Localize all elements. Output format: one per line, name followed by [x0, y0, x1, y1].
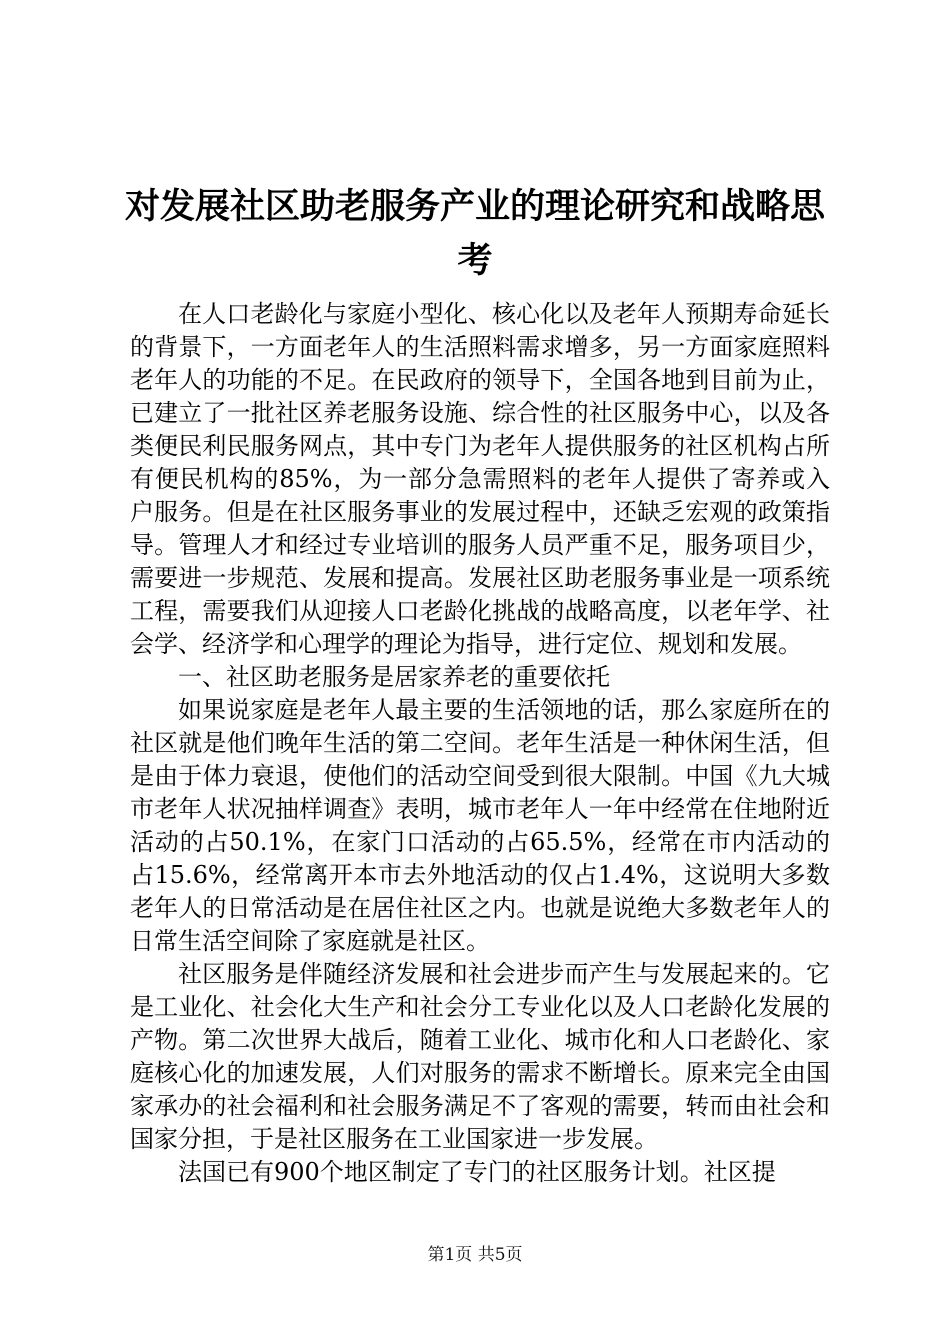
- document-body: [130, 298, 830, 1189]
- section-heading-1: 一、社区助老服务是居家养老的重要依托: [178, 663, 610, 691]
- paragraph-community-service: 社区服务是伴随经济发展和社会进步而产生与发展起来的。它是工业化、社会化大生产和社会分工专业化以及人口老龄化发展的产物。第二次世界大战后，随着工业化、城市化和人口老龄化、家庭核心化的加速发展，人们对服务的需求不断增长。原来完全由国家承办的社会福利和社会服务满足不了客观的需要，转而由社会和国家分担，于是社区服务在工业国家进一步发展。: [130, 960, 830, 1153]
- document-title: 对发展社区助老服务产业的理论研究和战略思考: [124, 187, 825, 281]
- paragraph-community-space: 如果说家庭是老年人最主要的生活领地的话，那么家庭所在的社区就是他们晚年生活的第二空间。老年生活是一种休闲生活，但是由于体力衰退，使他们的活动空间受到很大限制。中国《九大城市老年人状况抽样调查》表明，城市老年人一年中经常在住地附近活动的占50.1%，在家门口活动的占65.5%，经常在市内活动的占15.6%，经常离开本市去外地活动的仅占1.4%，这说明大多数老年人的日常活动是在居住社区之内。也就是说绝大多数老年人的日常生活空间除了家庭就是社区。: [130, 696, 830, 955]
- paragraph-france: 法国已有900个地区制定了专门的社区服务计划。社区提: [178, 1158, 776, 1186]
- paragraph-intro: 在人口老龄化与家庭小型化、核心化以及老年人预期寿命延长的背景下，一方面老年人的生活照料需求增多，另一方面家庭照料老年人的功能的不足。在民政府的领导下，全国各地到目前为止，已建立了一批社区养老服务设施、综合性的社区服务中心，以及各类便民利民服务网点，其中专门为老年人提供服务的社区机构占所有便民机构的85%，为一部分急需照料的老年人提供了寄养或入户服务。但是在社区服务事业的发展过程中，还缺乏宏观的政策指导。管理人才和经过专业培训的服务人员严重不足，服务项目少，需要进一步规范、发展和提高。发展社区助老服务事业是一项系统工程，需要我们从迎接人口老龄化挑战的战略高度，以老年学、社会学、经济学和心理学的理论为指导，进行定位、规划和发展。: [130, 300, 830, 658]
- page-footer: 第1页 共5页: [427, 1245, 523, 1265]
